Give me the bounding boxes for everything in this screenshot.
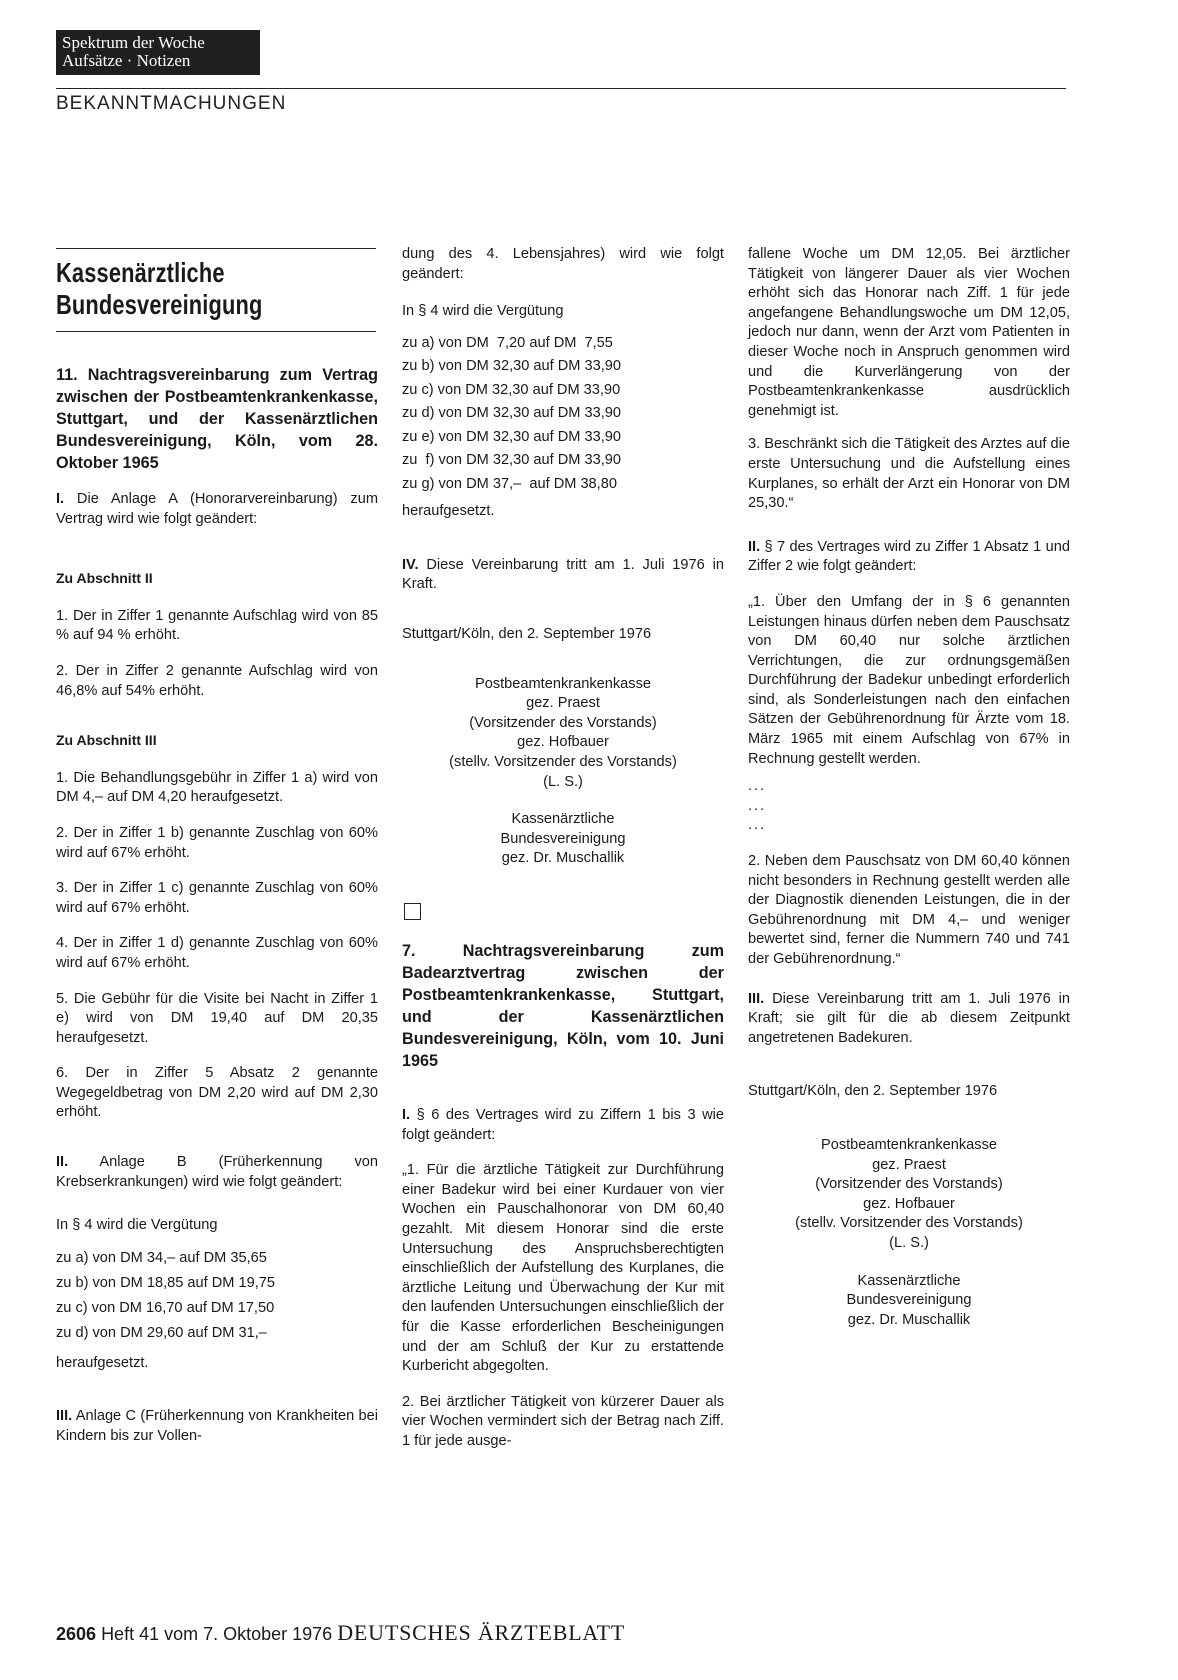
signature-line: (stellv. Vorsitzender des Vorstands) bbox=[449, 754, 677, 771]
paragraph: 6. Der in Ziffer 5 Absatz 2 genannte Wegegeldbetrag von DM 2,20 wird auf DM 2,30 erhöht. bbox=[56, 1065, 378, 1121]
vergütung-intro: In § 4 wird die Vergütung bbox=[402, 303, 564, 320]
column-1 bbox=[56, 248, 378, 1447]
org-title-line-2: Bundesvereinigung bbox=[56, 289, 263, 320]
list-item: zu f) von DM 32,30 auf DM 33,90 bbox=[402, 452, 622, 469]
article-1-section-iii: III. Anlage C (Früherkennung von Krankheiten bei Kindern bis zur Vollen- bbox=[56, 1408, 379, 1445]
section-label: BEKANNTMACHUNGEN bbox=[56, 93, 287, 114]
list-item: zu a) von DM 34,– auf DM 35,65 bbox=[56, 1249, 267, 1266]
page-footer bbox=[56, 1620, 625, 1646]
paragraph: 2. Neben dem Pauschsatz von DM 60,40 können nicht besonders in Rechnung gestellt werden alle der Diagnostik dienenden Leistungen, die in der Gebührenordnung mit DM 4,– und weniger bewertet sind, ferner die Nummern 740 und 741 der Gebührenordnung.“ bbox=[748, 853, 1070, 967]
org-title-line-1: Kassenärztliche bbox=[56, 257, 225, 288]
paragraph: 2. Der in Ziffer 1 b) genannte Zuschlag von 60% wird auf 67% erhöht. bbox=[56, 824, 378, 861]
paragraph: 2. Bei ärztlicher Tätigkeit von kürzerer Dauer als vier Wochen vermindert sich der Betrag nach Ziff. 1 für jede ausge- bbox=[402, 1393, 724, 1449]
place-date: Stuttgart/Köln, den 2. September 1976 bbox=[402, 626, 652, 643]
subheading-abschnitt-iii: Zu Abschnitt III bbox=[56, 732, 157, 749]
signature-line: (stellv. Vorsitzender des Vorstands) bbox=[795, 1215, 1023, 1232]
article-1-section-ii: II. Anlage B (Früherkennung von Krebserkrankungen) wird wie folgt geändert: bbox=[56, 1154, 378, 1190]
list-item: zu b) von DM 32,30 auf DM 33,90 bbox=[402, 358, 622, 375]
list-item: zu a) von DM 7,20 auf DM 7,55 bbox=[402, 334, 613, 351]
article-2-section-iii: III. Diese Vereinbarung tritt am 1. Juli 1976 in Kraft; sie gilt für die ab diesem Zeitpunkt angetretenen Badekuren. bbox=[748, 990, 1070, 1046]
paragraph: 5. Die Gebühr für die Visite bei Nacht in Ziffer 1 e) wird von DM 19,40 auf DM 20,35 heraufgesetzt. bbox=[56, 990, 378, 1046]
article-1-heading: 11. Nachtragsvereinbarung zum Vertrag zwischen der Postbeamtenkrankenkasse, Stuttgart, und der Kassenärztlichen Bundesvereinigung, Köln, vom 28. Oktober 1965 bbox=[56, 366, 378, 472]
list-item: zu d) von DM 32,30 auf DM 33,90 bbox=[402, 405, 622, 422]
signature-line: (L. S.) bbox=[543, 773, 583, 790]
end-of-article-square bbox=[404, 903, 421, 920]
journal-name: DEUTSCHES ÄRZTEBLATT bbox=[337, 1620, 626, 1645]
masthead-line-1: Spektrum der Woche bbox=[62, 33, 205, 52]
list-item: zu g) von DM 37,– auf DM 38,80 bbox=[402, 475, 617, 492]
signature-line: (L. S.) bbox=[889, 1234, 929, 1251]
signature-line: gez. Praest bbox=[526, 695, 600, 712]
vergütung-intro: In § 4 wird die Vergütung bbox=[56, 1217, 218, 1234]
title-rule bbox=[56, 248, 376, 249]
signature-line: gez. Dr. Muschallik bbox=[501, 850, 625, 867]
signature-line: (Vorsitzender des Vorstands) bbox=[815, 1176, 1003, 1193]
column-3 bbox=[748, 245, 1070, 1330]
signature-line: gez. Dr. Muschallik bbox=[847, 1311, 971, 1328]
signature-block bbox=[402, 675, 724, 869]
signature-line: Kassenärztliche bbox=[857, 1272, 961, 1289]
masthead-line-2: Aufsätze · Notizen bbox=[62, 51, 191, 70]
masthead bbox=[56, 30, 260, 75]
paragraph: „1. Über den Umfang der in § 6 genannten Leistungen hinaus dürfen neben dem Pauschsatz von DM 60,40 nur solche ärztlichen Verrichtungen, die zur ordnungsgemäßen Durchführung der Badekur unbedingt erforderlich sind, als Sonderleistungen nach den einfachen Sätzen der Gebührenordnung für Ärzte vom 18. März 1965 mit einem Aufschlag von 67% in Rechnung gestellt werden. bbox=[748, 593, 1070, 767]
article-2-section-i: I. § 6 des Vertrages wird zu Ziffern 1 bis 3 wie folgt geändert: bbox=[402, 1107, 724, 1143]
subheading-abschnitt-ii: Zu Abschnitt II bbox=[56, 570, 153, 587]
signature-line: Kassenärztliche bbox=[511, 811, 615, 828]
list-item: zu c) von DM 32,30 auf DM 33,90 bbox=[402, 381, 621, 398]
signature-line: Bundesvereinigung bbox=[846, 1292, 972, 1309]
signature-line: (Vorsitzender des Vorstands) bbox=[469, 714, 657, 731]
ellipsis: ... bbox=[748, 797, 767, 814]
ellipsis: ... bbox=[748, 817, 767, 834]
place-date: Stuttgart/Köln, den 2. September 1976 bbox=[748, 1083, 998, 1100]
column-2 bbox=[402, 245, 724, 1452]
list-item: zu e) von DM 32,30 auf DM 33,90 bbox=[402, 428, 622, 445]
list-item: zu c) von DM 16,70 auf DM 17,50 bbox=[56, 1299, 275, 1316]
paragraph: 2. Der in Ziffer 2 genannte Aufschlag wird von 46,8% auf 54% erhöht. bbox=[56, 662, 378, 699]
list-item: zu d) von DM 29,60 auf DM 31,– bbox=[56, 1324, 267, 1341]
paragraph: 1. Der in Ziffer 1 genannte Aufschlag wird von 85 % auf 94 % erhöht. bbox=[56, 607, 378, 644]
paragraph: 3. Beschränkt sich die Tätigkeit des Arztes auf die erste Untersuchung und die Aufstellung eines Kurplanes, so erhält der Arzt ein Honorar von DM 25,30.“ bbox=[748, 436, 1070, 512]
signature-line: Postbeamtenkrankenkasse bbox=[820, 1136, 998, 1153]
signature-block bbox=[748, 1136, 1070, 1330]
org-title bbox=[56, 257, 384, 321]
paragraph: heraufgesetzt. bbox=[402, 503, 495, 520]
paragraph: heraufgesetzt. bbox=[56, 1354, 149, 1371]
signature-line: Postbeamtenkrankenkasse bbox=[474, 675, 652, 692]
issue-info: Heft 41 vom 7. Oktober 1976 bbox=[101, 1624, 333, 1644]
paragraph: 3. Der in Ziffer 1 c) genannte Zuschlag von 60% wird auf 67% erhöht. bbox=[56, 880, 378, 916]
paragraph: 4. Der in Ziffer 1 d) genannte Zuschlag von 60% wird auf 67% erhöht. bbox=[56, 935, 378, 971]
article-2-section-ii: II. § 7 des Vertrages wird zu Ziffer 1 Absatz 1 und Ziffer 2 wie folgt geändert: bbox=[748, 538, 1070, 575]
signature-line: gez. Hofbauer bbox=[517, 734, 609, 751]
signature-line: gez. Praest bbox=[872, 1156, 946, 1173]
ellipsis: ... bbox=[748, 778, 767, 795]
article-2-heading: 7. Nachtragsvereinbarung zum Badearztvertrag zwischen der Postbeamtenkrankenkasse, Stuttgart, und der Kassenärztlichen Bundesvereinigung, Köln, vom 10. Juni 1965 bbox=[402, 942, 724, 1070]
article-1-section-iv: IV. Diese Vereinbarung tritt am 1. Juli 1976 in Kraft. bbox=[402, 556, 724, 593]
signature-line: gez. Hofbauer bbox=[863, 1195, 955, 1212]
paragraph: 1. Die Behandlungsgebühr in Ziffer 1 a) wird von DM 4,– auf DM 4,20 heraufgesetzt. bbox=[56, 769, 378, 806]
header-rule bbox=[56, 88, 1066, 89]
page-number: 2606 bbox=[56, 1624, 97, 1644]
signature-line: Bundesvereinigung bbox=[500, 830, 626, 847]
paragraph: dung des 4. Lebensjahres) wird wie folgt geändert: bbox=[402, 246, 724, 282]
paragraph: fallene Woche um DM 12,05. Bei ärztlicher Tätigkeit von längerer Dauer als vier Wochen erhöht sich das Honorar nach Ziff. 1 für jede angefangene Behandlungswoche um DM 12,05, jedoch nur dann, wenn der Arzt vom Patienten in dieser Woche noch in Anspruch genommen wird und die Kurverlängerung von der Postbeamtenkrankenkasse ausdrücklich genehmigt ist. bbox=[748, 246, 1070, 419]
paragraph: „1. Für die ärztliche Tätigkeit zur Durchführung einer Badekur wird bei einer Kurdauer von vier Wochen ein Pauschalhonorar von DM 60,40 gezahlt. Mit diesem Honorar sind die erste Untersuchung des Anspruchsberechtigten einschließlich der Aufstellung des Kurplanes, die ärztliche Leitung und Überwachung der Kur mit den laufenden Untersuchungen einschließlich der für die Kasse erforderlichen Bescheinigungen und der am Schluß der Kur zu erstattende Kurbericht abgegolten. bbox=[402, 1162, 724, 1375]
article-1-section-i: I. Die Anlage A (Honorarvereinbarung) zum Vertrag wird wie folgt geändert: bbox=[56, 491, 378, 527]
title-rule-bottom bbox=[56, 331, 376, 332]
list-item: zu b) von DM 18,85 auf DM 19,75 bbox=[56, 1274, 276, 1291]
